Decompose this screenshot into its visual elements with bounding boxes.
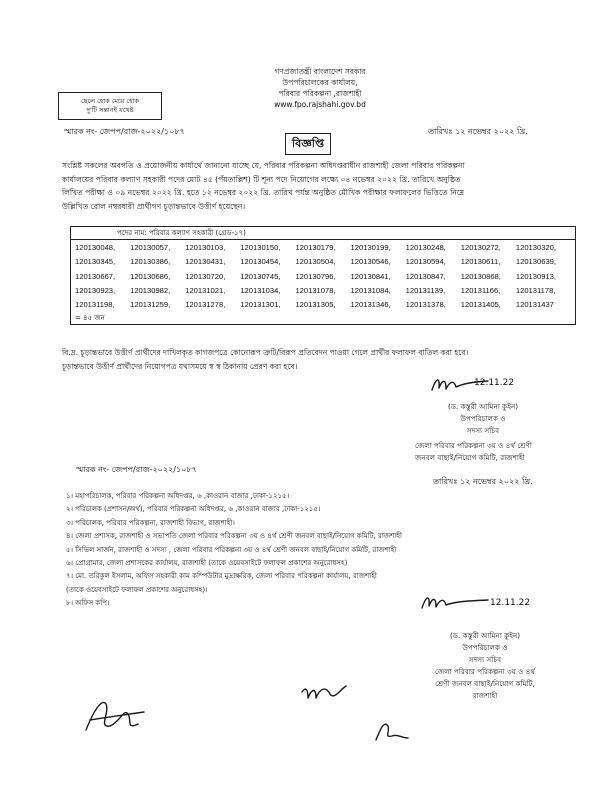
post-name-header: পদের নাম: পরিবার কল্যাণ সহকারী (গ্রেড-১৭) (71, 227, 575, 240)
note-line-1: বি.দ্র. চূড়ান্তভাবে উত্তীর্ণ প্রার্থীদের দাখিলকৃত কাগজপত্রে কোনোরূপ ত্রুটি/বিরূপ প্রতিবেদন পাওয়া গেলে প্রার্থীর ফলাফল বাতিল করা হবে। (62, 348, 469, 357)
roll-number: 120130639, (515, 257, 556, 267)
roll-number: 120131305, (295, 300, 336, 310)
roll-number: 120130454, (240, 257, 281, 267)
roll-number: 120131259, (130, 300, 171, 310)
signature-block-2 (405, 630, 565, 702)
roll-number: 120130057, (130, 243, 171, 252)
distribution-item: ৫। সিভিল সার্জন, রাজশাহী ও সদস্য , জেলা পরিবার পরিকল্পনা ৩য় ও ৪র্থ শ্রেণী জনবল বাছাই/নিয়োগ কমিটি, রাজশাহী (66, 545, 397, 554)
signature-2-date: 12.11.22 (490, 598, 531, 608)
roll-number: 120130923, (75, 285, 116, 295)
roll-number: 120130720, (185, 271, 226, 281)
memo-2-date: তারিখঃ ১২ নভেম্বর ২০২২ খ্রি. (433, 477, 533, 486)
roll-number: 120130386, (130, 257, 171, 267)
distribution-item: ৭। মো. তরিকুল ইসলাম, অফিস সহকারী কাম কম্পিউটার মুদ্রাক্ষরিক, জেলা পরিবার পরিকল্পনা কার্যালয়, রাজশাহী (66, 572, 377, 581)
distribution-item: ৬। প্রোগ্রামার, জেলা প্রশাসকের কার্যালয়, রাজশাহী (তাকে ওয়েবসাইটে ফলাফল প্রকাশের অনুরোধসহ) (66, 559, 348, 568)
header-website: www.fpo.rajshahi.gov.bd (274, 100, 366, 109)
intro-line-2: কার্যালয়ের পরিবার কল্যাণ সহকারী পদের মোট ৪৫ (পঁয়তাল্লিশ) টি শূন্য পদে নিয়োগের লক্ষ্যে ০৪ নভেম্বর ২০২২ খ্রি. তারিখে অনুষ্ঠিত (62, 174, 461, 184)
signatory-1-role: সদস্য সচিব (466, 426, 500, 435)
memo-date: তারিখঃ ১২ নভেম্বর ২০২২ খ্রি. (428, 127, 528, 136)
slogan-line-1: ছেলে হোক মেয়ে হোক (81, 97, 139, 105)
roll-number-grid (71, 240, 575, 312)
roll-number: 120130320, (515, 243, 556, 252)
signatory-2-name: (ড. কস্তুরী আমিনা কুইন) (449, 631, 521, 640)
roll-number: 120130248, (405, 243, 446, 252)
roll-number: 120131405, (460, 300, 501, 310)
roll-number: 120131437 (515, 300, 554, 310)
roll-number: 120130504, (295, 257, 336, 267)
result-table (70, 226, 576, 325)
signatory-1-name: (ড. কস্তুরী আমিনা কুইন) (447, 402, 519, 411)
roll-number: 120130431, (185, 257, 226, 267)
roll-number: 120130913, (515, 271, 556, 281)
distribution-item: ৩। পরিচালক, পরিবার পরিকল্পনা, রাজশাহী বিভাগ, রাজশাহী। (66, 518, 235, 527)
memo-number: স্মারক নং- জেপপ/রাজ-২০২২/১০৮৭ (64, 127, 185, 136)
signatory-1-designation: উপপরিচালক ও (460, 414, 506, 423)
office-header (200, 66, 440, 110)
committee-signature-left (80, 690, 150, 740)
roll-number: 120131021, (185, 285, 226, 295)
roll-number: 120130841, (350, 271, 391, 281)
note-section (62, 346, 572, 374)
intro-line-4: উল্লিখিত রোল নম্বরধারী প্রার্থীগণ চূড়ান্তভাবে উত্তীর্ণ হয়েছেন। (62, 201, 246, 211)
roll-number: 120130847, (405, 271, 446, 281)
roll-number: 120131198, (75, 300, 115, 310)
roll-number: 120130611, (460, 257, 501, 267)
committee-2-line-1: জেলা পরিবার পরিকল্পনা ৩য় ও ৪র্থ (434, 667, 536, 676)
distribution-item: ৮। অফিস কপি। (66, 599, 110, 608)
roll-number: 120130150, (240, 243, 281, 252)
roll-number: 120130345, (75, 257, 116, 267)
committee-2-line-3: রাজশাহী (472, 691, 498, 700)
header-department: পরিবার পরিকল্পনা ,রাজশাহী (278, 89, 362, 98)
intro-line-1: সংশ্লিষ্ট সকলের অবগতি ও প্রয়োজনীয় কার্যার্থে জানানো যাচ্ছে যে, পরিবার পরিকল্পনা অধিদপ্তরাধীন রাজশাহী জেলা পরিবার পরিকল্পনা (62, 161, 465, 170)
signature-1-date: 12.11.22 (474, 378, 515, 388)
signature-block-1 (408, 401, 558, 437)
roll-number: 120130103, (185, 243, 226, 252)
distribution-item: (তাকে ওয়েবসাইটে ফলাফল প্রকাশের অনুরোধসহ)। (66, 585, 208, 594)
roll-number: 120131084, (350, 285, 391, 295)
distribution-list (66, 490, 576, 611)
note-line-2: চূড়ান্তভাবে উত্তীর্ণ প্রার্থীদের নিয়োগপত্র যথাসময়ে স্ব স্ব ঠিকানায় প্রেরণ করা হবে। (62, 362, 298, 371)
roll-number: 120130745, (240, 271, 281, 281)
roll-number: 120131178, (515, 285, 556, 295)
distribution-item: ২। পরিচালক (প্রশাসন/অর্থ), পরিবার পরিকল্পনা অধিদপ্তর, ৬ ,কাওরান বাজার ,ঢাকা-১২১৫। (66, 505, 321, 514)
roll-number: 120131378, (405, 300, 446, 310)
header-office: উপপরিচালকের কার্যালয়, (282, 78, 358, 87)
roll-number: 120130868, (460, 271, 501, 281)
roll-number: 120131278, (185, 300, 226, 310)
roll-number: 120130179, (295, 243, 336, 252)
committee-2-line-2: শ্রেণী জনবল বাছাই/নিয়োগ কমিটি, (435, 679, 535, 688)
intro-line-3: লিখিত পরীক্ষা ও ০৯ নভেম্বর ২০২২ খ্রি. হতে ১২ নভেম্বর ২০২২ খ্রি. তারিখ পর্যন্ত অনুষ্ঠিত মৌখিক পরীক্ষার ফলাফলের ভিত্তিতে নিম্নে (62, 188, 465, 197)
roll-number: 120131078, (295, 285, 336, 295)
roll-number: 120130546, (350, 257, 391, 267)
roll-number: 120131301, (240, 300, 281, 310)
committee-signature-middle (300, 680, 350, 710)
roll-number: 120130048, (75, 243, 116, 252)
roll-number: 120130686, (130, 271, 171, 281)
total-count: = ৪৫ জন (75, 314, 105, 323)
roll-number: 120130982, (130, 285, 171, 295)
roll-number: 120130594, (405, 257, 446, 267)
committee-1-line-2: জনবল বাছাই/নিয়োগ কমিটি, রাজশাহী (415, 453, 525, 462)
roll-number: 120130199, (350, 243, 391, 252)
intro-paragraph (62, 159, 572, 213)
roll-number: 120131166, (460, 285, 501, 295)
slogan-box (58, 92, 162, 120)
roll-number: 120130796, (295, 271, 336, 281)
notice-title: বিজ্ঞপ্তি (285, 133, 331, 155)
committee-signature-right (372, 716, 412, 746)
signature-2-image (420, 590, 490, 614)
roll-number: 120131139, (405, 285, 446, 295)
signatory-1-committee (415, 440, 532, 464)
memo-2-number: স্মারক নং- জেপপ/রাজ-২০২২/১০৮৭ (76, 465, 197, 474)
distribution-item: ১। মহাপরিচালক, পরিবার পরিকল্পনা অধিদপ্তর, ৬ ,কাওরান বাজার ,ঢাকা-১২১৫। (66, 492, 290, 500)
distribution-item: ৪। জেলা প্রশাসক, রাজশাহী ও সভাপতি জেলা পরিবার পরিকল্পনা ৩য় ও ৪র্থ শ্রেণী জনবল বাছাই/নিয়োগ কমিটি, রাজশাহী (66, 532, 402, 541)
roll-number: 120131346, (350, 300, 391, 310)
header-government: গণপ্রজাতন্ত্রী বাংলাদেশ সরকার (274, 67, 366, 76)
slogan-line-2: দু'টি সন্তানই যথেষ্ট (86, 106, 134, 114)
signatory-2-role: সদস্য সচিব (468, 655, 502, 664)
committee-1-line-1: জেলা পরিবার পরিকল্পনা ৩য় ও ৪র্থ শ্রেণী (415, 441, 532, 450)
roll-number: 120131034, (240, 285, 281, 295)
signatory-2-designation: উপপরিচালক ও (462, 643, 508, 652)
roll-number: 120130272, (460, 243, 501, 252)
roll-number: 120130667, (75, 271, 116, 281)
